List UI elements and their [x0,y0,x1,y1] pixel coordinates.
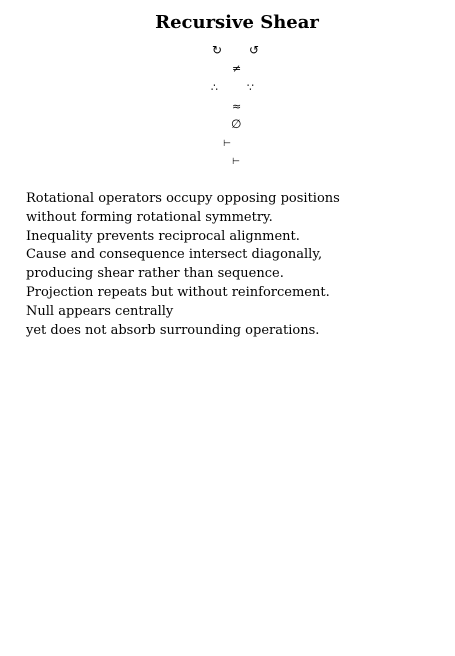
poem-line: Null appears centrally [26,303,174,319]
not-equal-symbol: ≠ [232,62,242,75]
clockwise-rotation-icon: ↻ [212,43,223,57]
poem-line: Cause and consequence intersect diagonally, [26,247,323,263]
null-set-symbol: ∅ [231,117,242,131]
counterclockwise-rotation-icon: ↺ [249,43,260,57]
projection-symbol-lower: ⊢ [232,157,240,167]
poem-body [26,190,340,340]
because-symbol: ∵ [247,81,254,94]
poem-line: without forming rotational symmetry. [26,209,273,225]
poem-line: Inequality prevents reciprocal alignment. [26,228,300,244]
approx-symbol: ≈ [232,100,242,113]
poem-line: Rotational operators occupy opposing positions [26,191,340,206]
therefore-symbol: ∴ [211,81,218,94]
poem-line: yet does not absorb surrounding operations. [26,322,320,338]
projection-symbol-upper: ⊢ [223,139,231,149]
poem-line: producing shear rather than sequence. [26,266,284,282]
page-title: Recursive Shear [155,12,319,33]
poem-line: Projection repeats but without reinforcement. [26,284,330,300]
